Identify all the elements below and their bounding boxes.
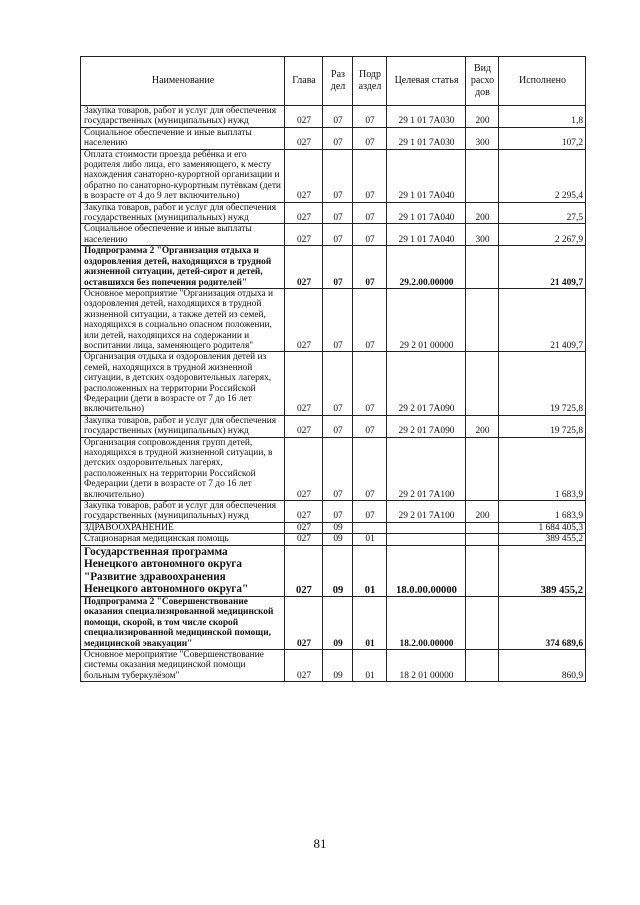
row-executed: 860,9 [499, 650, 586, 682]
row-target: 29 1 01 7А040 [387, 202, 466, 224]
row-subsection [353, 522, 387, 533]
row-subsection: 07 [353, 224, 387, 246]
header-target: Целевая статья [387, 57, 466, 106]
row-name: Социальное обеспечение и иные выплаты населению [81, 127, 285, 149]
table-row [81, 501, 586, 523]
row-target: 29.2.00.00000 [387, 246, 466, 289]
row-executed: 19 725,8 [499, 352, 586, 415]
row-name: Организация сопровождения групп детей, находящихся в трудной жизненной ситуации, в детских оздоровительных лагерях, расположенных на территории Российской Федерации (дети в возрасте от 7 до 16 лет включительно) [81, 437, 285, 500]
table-row [81, 224, 586, 246]
row-executed: 389 455,2 [499, 534, 586, 545]
header-chapter: Глава [285, 57, 323, 106]
row-kind: 200 [466, 106, 499, 128]
budget-execution-table [80, 56, 586, 682]
row-section: 07 [323, 106, 353, 128]
row-chapter: 027 [285, 149, 323, 202]
row-name: ЗДРАВООХРАНЕНИЕ [81, 522, 285, 533]
header-name: Наименование [81, 57, 285, 106]
row-section: 09 [323, 534, 353, 545]
row-executed: 2 295,4 [499, 149, 586, 202]
table-row [81, 597, 586, 650]
row-target: 29 1 01 7А040 [387, 149, 466, 202]
table-header-row [81, 57, 586, 106]
row-executed: 389 455,2 [499, 545, 586, 596]
row-subsection: 07 [353, 437, 387, 500]
row-name: Социальное обеспечение и иные выплаты населению [81, 224, 285, 246]
row-chapter: 027 [285, 202, 323, 224]
table-row [81, 127, 586, 149]
row-section: 07 [323, 415, 353, 437]
row-kind: 200 [466, 415, 499, 437]
row-name: Закупка товаров, работ и услуг для обеспечения государственных (муниципальных) нужд [81, 415, 285, 437]
row-chapter: 027 [285, 352, 323, 415]
row-chapter: 027 [285, 545, 323, 596]
row-chapter: 027 [285, 597, 323, 650]
row-executed: 107,2 [499, 127, 586, 149]
row-chapter: 027 [285, 127, 323, 149]
row-chapter: 027 [285, 650, 323, 682]
table-row [81, 437, 586, 500]
header-kind: Вид расхо дов [466, 57, 499, 106]
row-target: 18.0.00.00000 [387, 545, 466, 596]
row-subsection: 07 [353, 149, 387, 202]
row-target: 18.2.00.00000 [387, 597, 466, 650]
row-section: 07 [323, 437, 353, 500]
row-chapter: 027 [285, 246, 323, 289]
row-executed: 19 725,8 [499, 415, 586, 437]
row-name: Закупка товаров, работ и услуг для обеспечения государственных (муниципальных) нужд [81, 501, 285, 523]
row-chapter: 027 [285, 288, 323, 351]
table-row [81, 415, 586, 437]
row-section: 07 [323, 224, 353, 246]
row-kind: 200 [466, 202, 499, 224]
row-subsection: 07 [353, 352, 387, 415]
row-kind [466, 437, 499, 500]
row-subsection: 07 [353, 127, 387, 149]
row-target: 29 2 01 7А090 [387, 415, 466, 437]
row-kind [466, 352, 499, 415]
table-row [81, 202, 586, 224]
row-name: Закупка товаров, работ и услуг для обеспечения государственных (муниципальных) нужд [81, 202, 285, 224]
row-executed: 1,8 [499, 106, 586, 128]
row-chapter: 027 [285, 224, 323, 246]
row-executed: 2 267,9 [499, 224, 586, 246]
row-kind [466, 149, 499, 202]
row-kind: 300 [466, 127, 499, 149]
row-chapter: 027 [285, 534, 323, 545]
table-row [81, 545, 586, 596]
row-subsection: 01 [353, 545, 387, 596]
row-section: 09 [323, 545, 353, 596]
row-executed: 374 689,6 [499, 597, 586, 650]
row-name: Подпрограмма 2 "Организация отдыха и оздоровления детей, находящихся в трудной жизненной ситуации, детей-сирот и детей, оставшихся без попечения родителей" [81, 246, 285, 289]
table-row [81, 352, 586, 415]
row-executed: 1 684 405,3 [499, 522, 586, 533]
row-target: 29 2 01 7А100 [387, 437, 466, 500]
row-kind [466, 246, 499, 289]
table-row [81, 288, 586, 351]
row-executed: 21 409,7 [499, 288, 586, 351]
row-kind: 200 [466, 501, 499, 523]
header-section: Раз дел [323, 57, 353, 106]
table-row [81, 522, 586, 533]
row-name: Основное мероприятие "Организация отдыха и оздоровления детей, находящихся в трудной жизненной ситуации, а также детей из семей, находящихся в социально опасном положении, или детей, находящихся на содержании и воспитании лица, заменяющего родителя" [81, 288, 285, 351]
row-section: 07 [323, 288, 353, 351]
row-chapter: 027 [285, 522, 323, 533]
row-kind [466, 534, 499, 545]
row-target [387, 522, 466, 533]
row-target [387, 534, 466, 545]
row-section: 09 [323, 522, 353, 533]
header-subsection: Подр аздел [353, 57, 387, 106]
row-subsection: 07 [353, 106, 387, 128]
row-target: 29 1 01 7А040 [387, 224, 466, 246]
row-name: Государственная программа Ненецкого автономного округа "Развитие здравоохранения Ненецкого автономного округа" [81, 545, 285, 596]
row-kind [466, 288, 499, 351]
row-name: Закупка товаров, работ и услуг для обеспечения государственных (муниципальных) нужд [81, 106, 285, 128]
row-subsection: 07 [353, 415, 387, 437]
row-kind [466, 597, 499, 650]
table-row [81, 246, 586, 289]
row-kind [466, 650, 499, 682]
row-executed: 27,5 [499, 202, 586, 224]
row-target: 29 2 01 00000 [387, 288, 466, 351]
row-subsection: 01 [353, 650, 387, 682]
row-section: 07 [323, 501, 353, 523]
row-target: 29 1 01 7А030 [387, 106, 466, 128]
row-name: Организация отдыха и оздоровления детей из семей, находящихся в трудной жизненной ситуации, в детских оздоровительных лагерях, расположенных на территории Российской Федерации (дети в возрасте от 7 до 16 лет включительно) [81, 352, 285, 415]
row-target: 29 1 01 7А030 [387, 127, 466, 149]
row-section: 07 [323, 149, 353, 202]
row-name: Оплата стоимости проезда ребёнка и его родителя либо лица, его заменяющего, к месту нахождения санаторно-курортной организации и обратно по санаторно-курортным путёвкам (дети в возрасте от 4 до 9 лет включительно) [81, 149, 285, 202]
row-section: 09 [323, 597, 353, 650]
row-name: Стационарная медицинская помощь [81, 534, 285, 545]
table-row [81, 534, 586, 545]
row-subsection: 01 [353, 597, 387, 650]
row-kind [466, 522, 499, 533]
row-target: 29 2 01 7А090 [387, 352, 466, 415]
row-subsection: 07 [353, 246, 387, 289]
row-section: 07 [323, 246, 353, 289]
row-subsection: 07 [353, 501, 387, 523]
row-executed: 21 409,7 [499, 246, 586, 289]
row-target: 18 2 01 00000 [387, 650, 466, 682]
row-subsection: 07 [353, 288, 387, 351]
row-name: Подпрограмма 2 "Совершенствование оказания специализированной медицинской помощи, скорой, в том числе скорой специализированной медицинской помощи, медицинской эвакуации" [81, 597, 285, 650]
row-kind: 300 [466, 224, 499, 246]
row-executed: 1 683,9 [499, 437, 586, 500]
row-subsection: 01 [353, 534, 387, 545]
row-target: 29 2 01 7А100 [387, 501, 466, 523]
page-number: 81 [313, 836, 327, 851]
row-name: Основное мероприятие "Совершенствование системы оказания медицинской помощи больным туберкулёзом" [81, 650, 285, 682]
row-chapter: 027 [285, 415, 323, 437]
row-executed: 1 683,9 [499, 501, 586, 523]
row-section: 07 [323, 202, 353, 224]
table-row [81, 149, 586, 202]
row-chapter: 027 [285, 501, 323, 523]
row-section: 07 [323, 352, 353, 415]
row-kind [466, 545, 499, 596]
table-row [81, 106, 586, 128]
row-chapter: 027 [285, 437, 323, 500]
header-executed: Исполнено [499, 57, 586, 106]
row-section: 09 [323, 650, 353, 682]
row-subsection: 07 [353, 202, 387, 224]
table-row [81, 650, 586, 682]
row-section: 07 [323, 127, 353, 149]
row-chapter: 027 [285, 106, 323, 128]
